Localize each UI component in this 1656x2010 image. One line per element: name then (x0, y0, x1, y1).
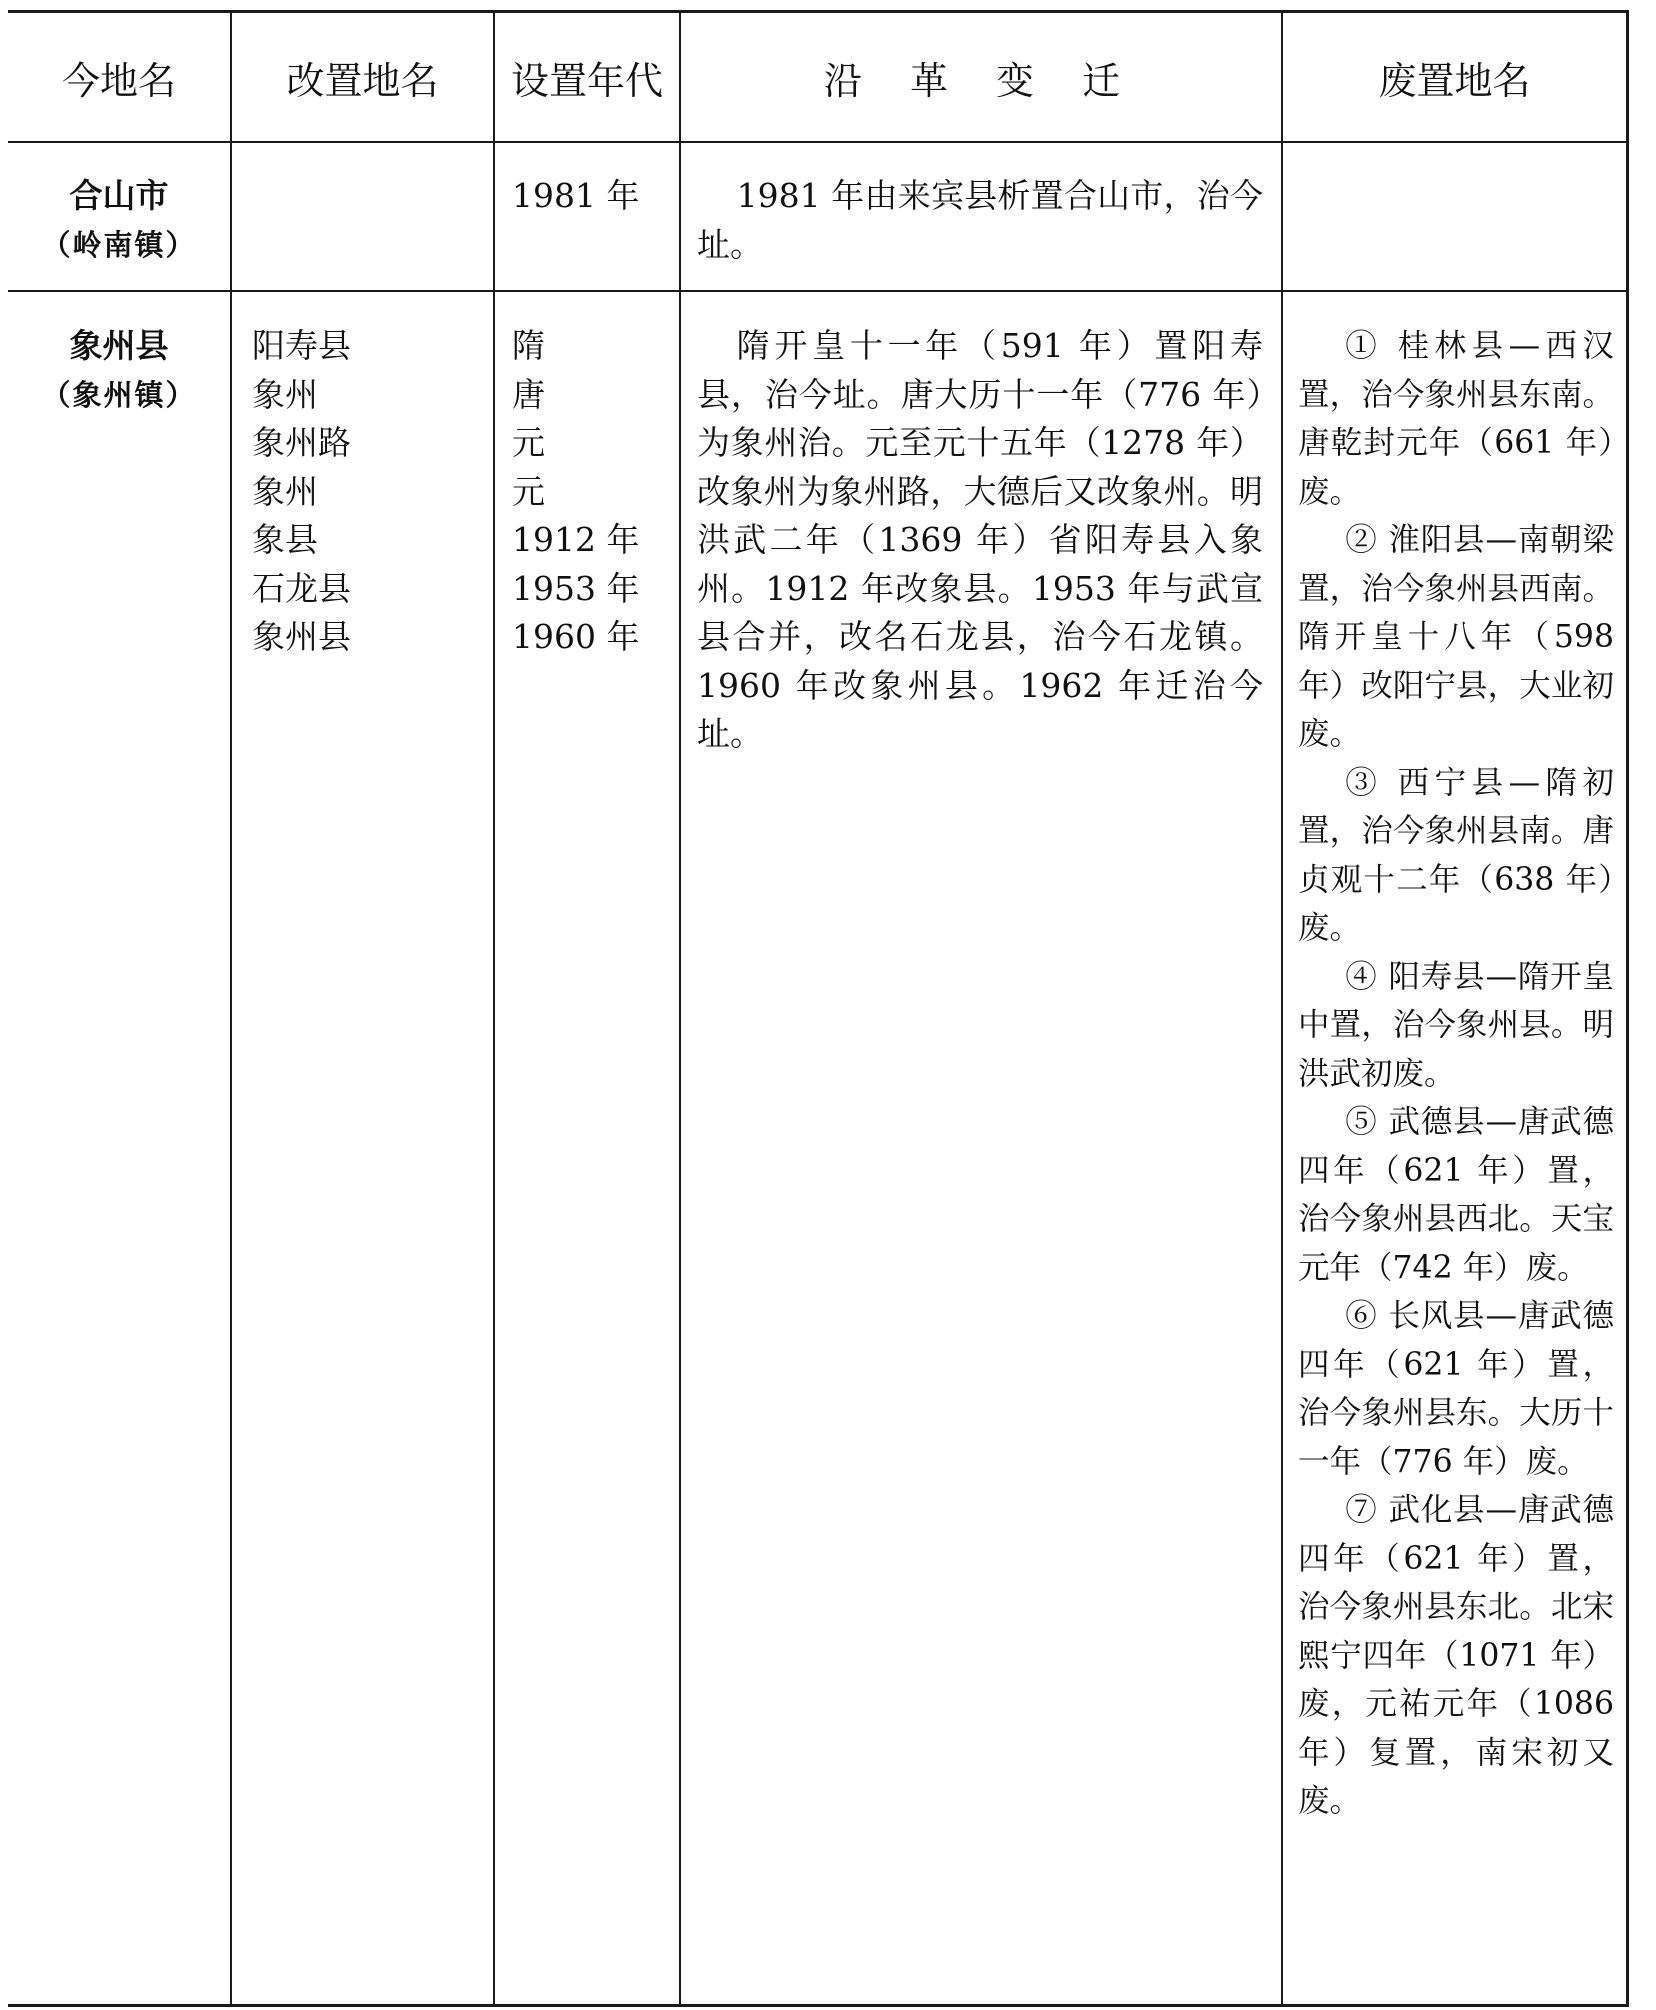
era-item: 1953 年 (512, 568, 640, 608)
row2-current-name: 象州县 (69, 326, 169, 365)
table-bottom-rule (8, 2004, 1628, 2007)
renamed-item: 象州 (252, 374, 318, 414)
row2-current-name-cell (8, 322, 230, 419)
row1-evolution-cell (697, 172, 1263, 269)
col-rule-3 (679, 10, 681, 2007)
header-current-name: 今地名 (61, 58, 176, 103)
row1-current-name-cell (8, 172, 230, 269)
row2-evolution: 隋开皇十一年（591 年）置阳寿县，治今址。唐大历十一年（776 年）为象州治。元至元十五年（1278 年）改象州为象州路，大德后又改象州。明洪武二年（1369 年）省阳寿县入象州。1912 年改象县。1953 年与武宣县合并，改名石龙县，治今石龙镇。1960 年改象州县。1962 年迁治今址。 (697, 326, 1263, 753)
row2-era-list (512, 322, 677, 662)
abolished-item: ⑦ 武化县—唐武德四年（621 年）置，治今象州县东北。北宋熙宁四年（1071 年）废，元祐元年（1086 年）复置，南宋初又废。 (1298, 1492, 1614, 1819)
row1-era: 1981 年 (512, 176, 640, 215)
renamed-item: 象州 (252, 471, 318, 511)
col-rule-4 (1281, 10, 1283, 2007)
row1-current-name: 合山市 (69, 176, 169, 215)
era-item: 元 (512, 423, 545, 462)
row2-renamed-list (252, 322, 482, 662)
renamed-item: 阳寿县 (252, 326, 351, 365)
abolished-item: ⑥ 长风县—唐武德四年（621 年）置，治今象州县东。大历十一年（776 年）废。 (1298, 1298, 1614, 1480)
era-item: 元 (512, 471, 545, 511)
row1-seat: （岭南镇） (41, 227, 197, 262)
row2-evolution-cell (697, 322, 1263, 759)
row2-seat: （象州镇） (41, 377, 197, 412)
col-rule-1 (230, 10, 232, 2007)
table-right-rule (1626, 10, 1629, 2007)
renamed-item: 石龙县 (252, 568, 351, 608)
header-evolution: 沿 革 变 迁 (823, 58, 1139, 103)
era-item: 1912 年 (512, 520, 640, 559)
renamed-item: 象州县 (252, 617, 351, 656)
col-rule-2 (493, 10, 495, 2007)
row1-bottom-rule (8, 290, 1628, 292)
abolished-item: ⑤ 武德县—唐武德四年（621 年）置，治今象州县西北。天宝元年（742 年）废。 (1298, 1104, 1614, 1286)
abolished-item: ④ 阳寿县—隋开皇中置，治今象州县。明洪武初废。 (1298, 958, 1614, 1092)
row1-evolution: 1981 年由来宾县析置合山市，治今址。 (697, 176, 1263, 264)
era-item: 1960 年 (512, 617, 640, 656)
era-item: 唐 (512, 374, 545, 414)
row2-abolished-list (1298, 322, 1614, 1826)
renamed-item: 象县 (252, 520, 318, 559)
header-renamed-names: 改置地名 (286, 58, 439, 103)
header-established-era: 设置年代 (510, 58, 663, 103)
renamed-item: 象州路 (252, 423, 351, 462)
abolished-item: ② 淮阳县—南朝梁置，治今象州县西南。隋开皇十八年（598 年）改阳宁县，大业初废。 (1298, 522, 1614, 752)
era-item: 隋 (512, 326, 545, 365)
row1-era-cell (512, 172, 677, 221)
abolished-item: ③ 西宁县—隋初置，治今象州县南。唐贞观十二年（638 年）废。 (1298, 764, 1614, 946)
abolished-item: ① 桂林县—西汉置，治今象州县东南。唐乾封元年（661 年）废。 (1298, 328, 1614, 510)
header-abolished-names: 废置地名 (1378, 58, 1531, 103)
